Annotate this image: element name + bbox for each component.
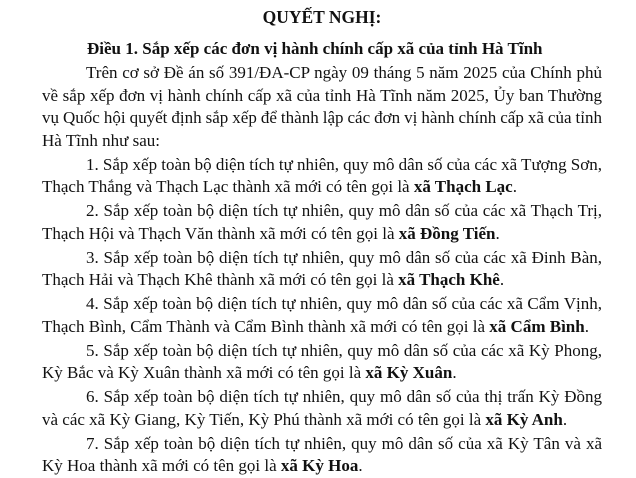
item-line-2 <box>42 316 602 339</box>
list-item <box>42 154 602 199</box>
article-heading: Điều 1. Sắp xếp các đơn vị hành chính cấp xã của tỉnh Hà Tĩnh <box>87 39 543 58</box>
item-text: Kỳ Bắc và Kỳ Xuân thành xã mới có tên gọi là <box>42 363 366 382</box>
list-item <box>42 340 602 385</box>
item-text: Thạch Hải và Thạch Khê thành xã mới có tên gọi là <box>42 270 399 289</box>
item-line-2 <box>42 409 602 432</box>
item-period: . <box>512 177 517 196</box>
item-line-1: 5. Sắp xếp toàn bộ diện tích tự nhiên, quy mô dân số của các xã Kỳ Phong, <box>86 340 602 360</box>
item-line-2 <box>42 176 602 199</box>
document-page <box>42 0 602 478</box>
item-period: . <box>452 363 457 382</box>
item-line-1: 1. Sắp xếp toàn bộ diện tích tự nhiên, quy mô dân số của các xã Tượng Sơn, <box>86 154 602 174</box>
item-text: Thạch Hội và Thạch Văn thành xã mới có tên gọi là <box>42 223 399 243</box>
item-period: . <box>499 270 505 289</box>
item-period: . <box>358 456 363 475</box>
item-line-2 <box>42 223 602 246</box>
item-line-2 <box>42 362 602 385</box>
new-commune-name: xã Đồng Tiến <box>398 223 496 243</box>
item-text: và các xã Kỳ Giang, Kỳ Tiến, Kỳ Phú thành xã mới có tên gọi là <box>42 409 486 429</box>
item-period: . <box>584 316 589 336</box>
item-period: . <box>562 409 568 429</box>
new-commune-name: xã Thạch Lạc <box>413 177 513 196</box>
intro-line: về sắp xếp đơn vị hành chính cấp xã của tỉnh Hà Tĩnh năm 2025, Ủy ban Thường <box>42 85 602 105</box>
new-commune-name: xã Thạch Khê <box>398 270 500 289</box>
intro-line: Hà Tĩnh như sau: <box>42 130 160 150</box>
list-item <box>42 386 602 431</box>
item-line-1: 6. Sắp xếp toàn bộ diện tích tự nhiên, quy mô dân số của thị trấn Kỳ Đồng <box>86 387 602 406</box>
item-text: Thạch Thắng và Thạch Lạc thành xã mới có tên gọi là <box>42 177 414 196</box>
item-period: . <box>495 223 500 243</box>
item-text: Thạch Bình, Cẩm Thành và Cẩm Bình thành xã mới có tên gọi là <box>42 316 490 336</box>
item-line-2 <box>42 455 602 478</box>
list-item <box>42 433 602 478</box>
list-item <box>42 247 602 292</box>
item-line-2 <box>42 269 602 292</box>
item-text: Kỳ Hoa thành xã mới có tên gọi là <box>42 456 281 475</box>
item-line-1: 4. Sắp xếp toàn bộ diện tích tự nhiên, quy mô dân số của các xã Cẩm Vịnh, <box>86 294 602 313</box>
intro-line: Trên cơ sở Đề án số 391/ĐA-CP ngày 09 tháng 5 năm 2025 của Chính phủ <box>86 63 602 82</box>
new-commune-name: xã Cẩm Bình <box>489 316 585 336</box>
list-item <box>42 200 602 245</box>
new-commune-name: xã Kỳ Hoa <box>280 456 359 475</box>
item-line-1: 2. Sắp xếp toàn bộ diện tích tự nhiên, quy mô dân số của các xã Thạch Trị, <box>86 201 602 220</box>
list-item <box>42 293 602 338</box>
item-list <box>42 154 602 478</box>
item-line-1: 7. Sắp xếp toàn bộ diện tích tự nhiên, quy mô dân số của xã Kỳ Tân và xã <box>86 433 602 453</box>
new-commune-name: xã Kỳ Xuân <box>365 363 453 382</box>
intro-line: vụ Quốc hội quyết định sắp xếp để thành lập các đơn vị hành chính cấp xã của tỉnh <box>42 108 602 127</box>
document-title: QUYẾT NGHỊ: <box>262 7 382 27</box>
intro-paragraph <box>42 62 602 152</box>
new-commune-name: xã Kỳ Anh <box>485 409 563 429</box>
item-line-1: 3. Sắp xếp toàn bộ diện tích tự nhiên, quy mô dân số của các xã Đinh Bàn, <box>86 247 602 267</box>
